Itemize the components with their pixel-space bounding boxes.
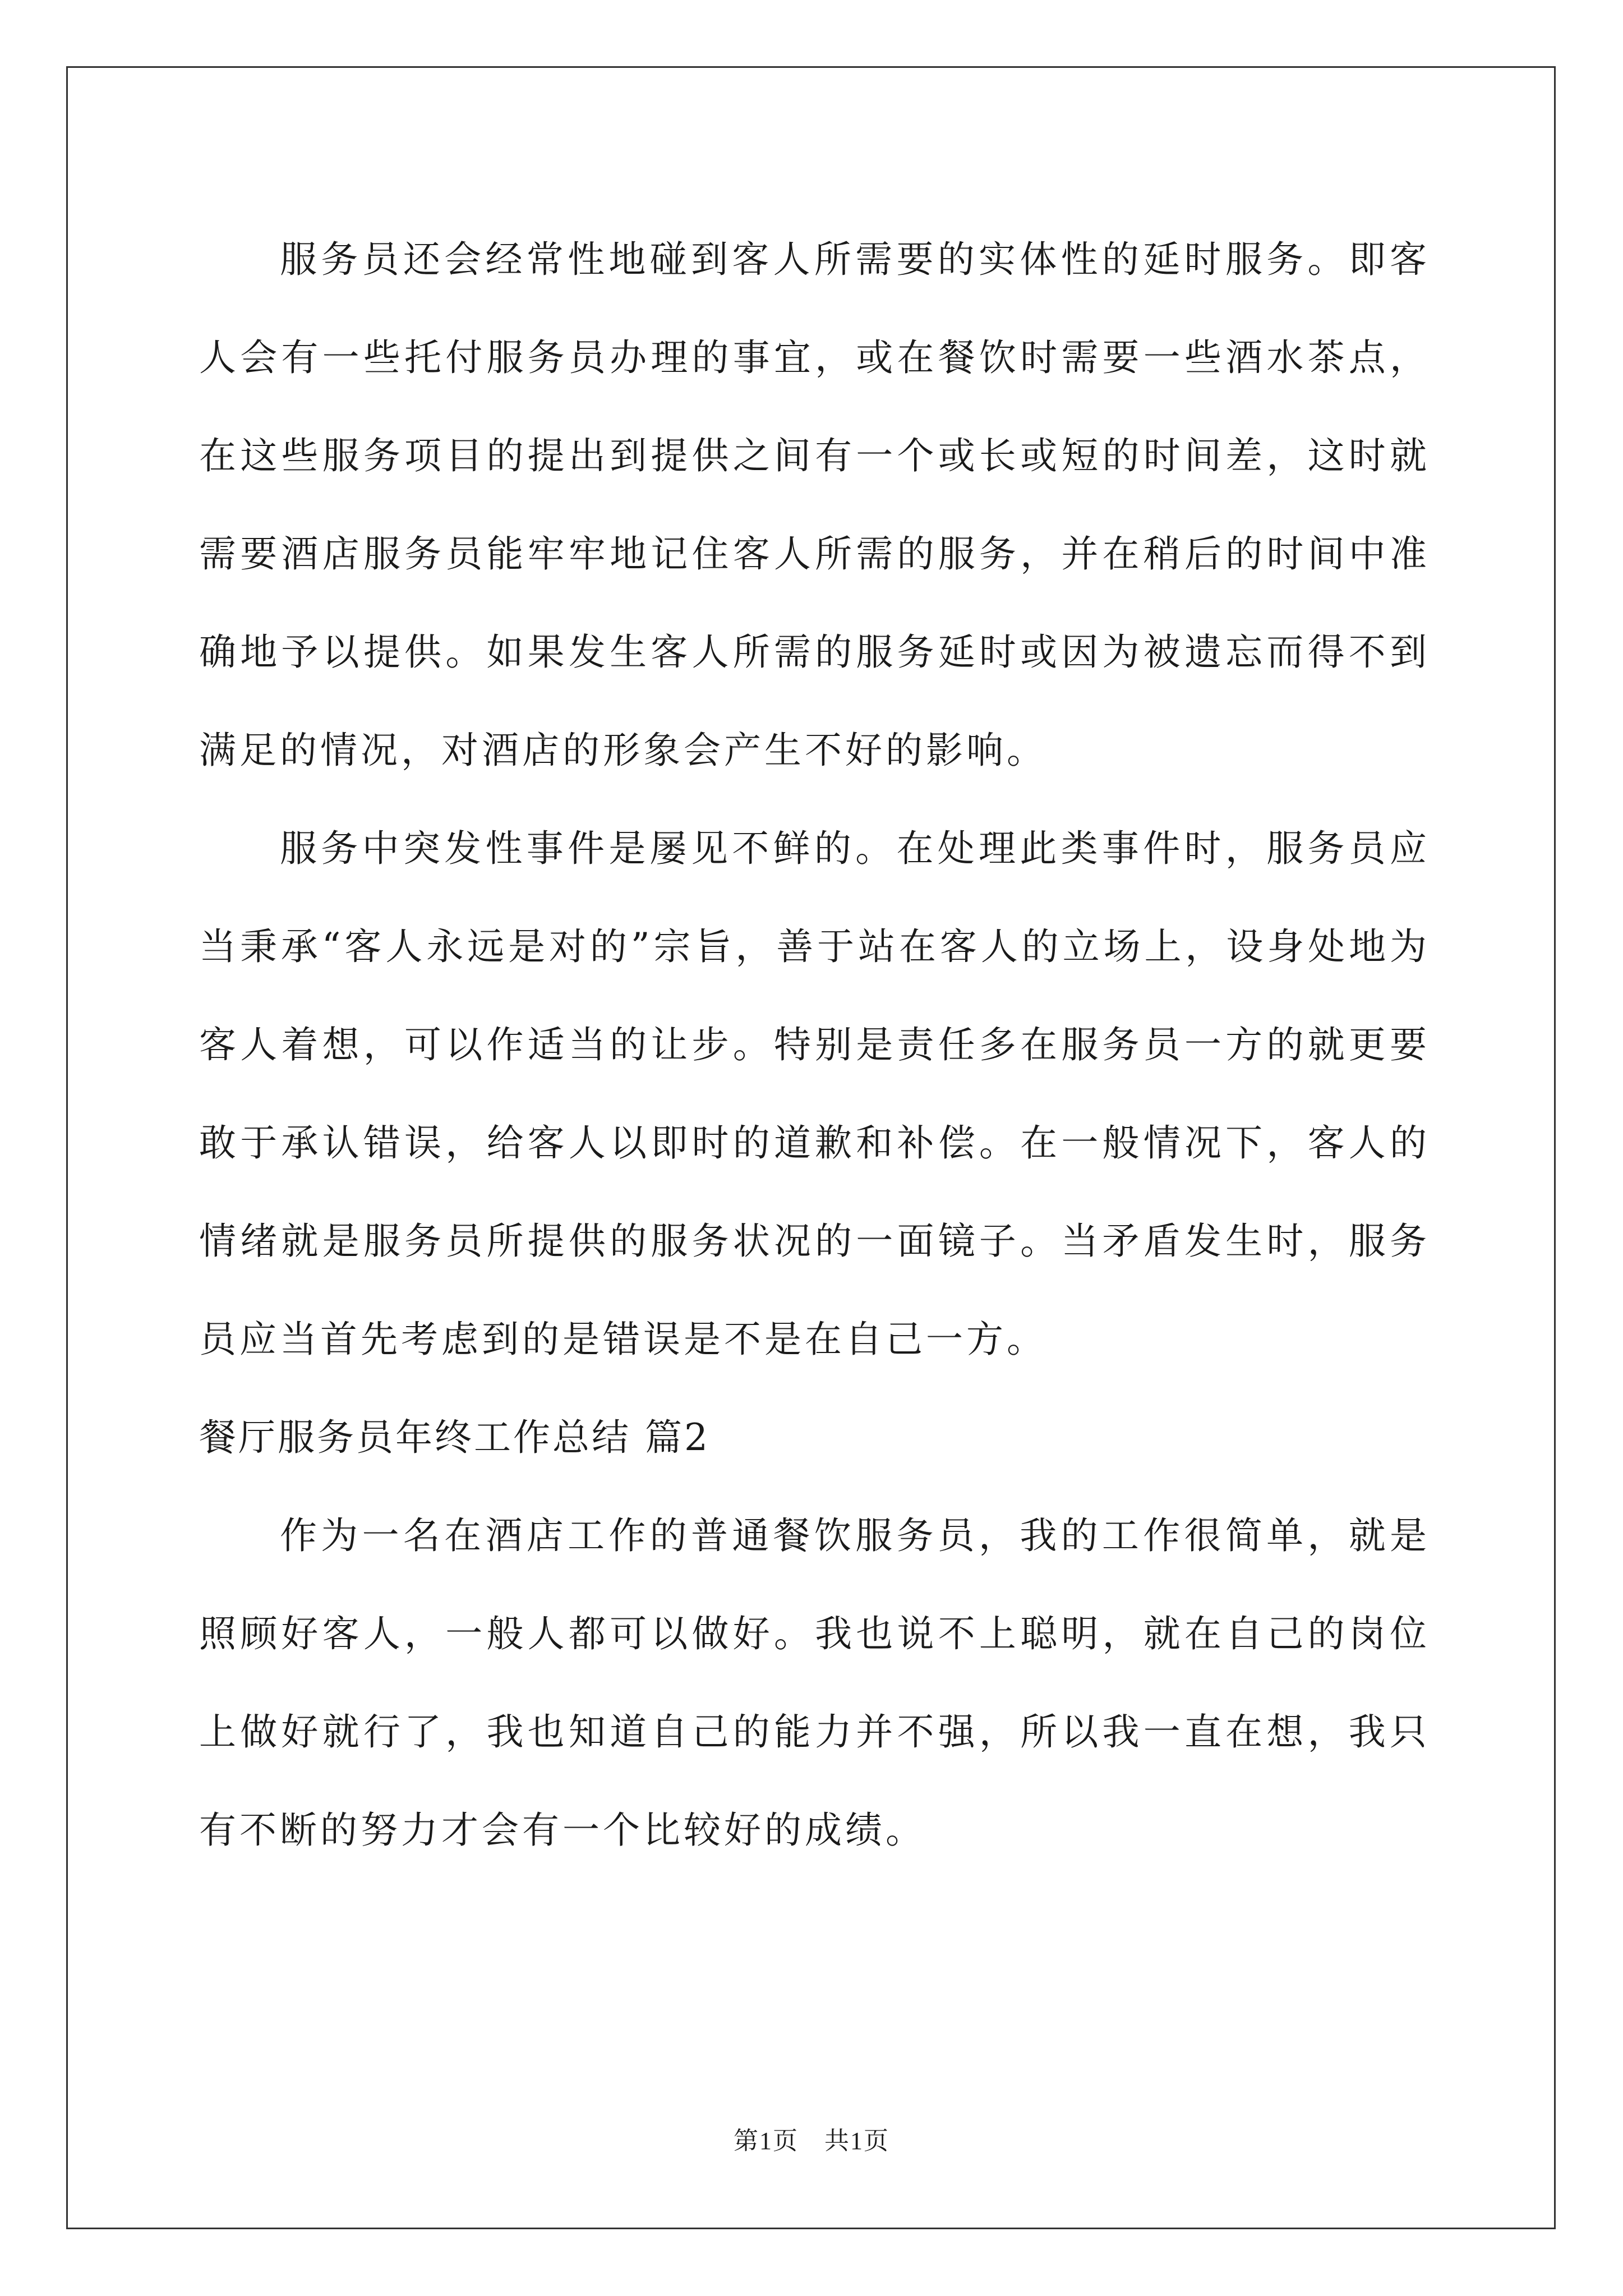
document-body	[199, 210, 1430, 1879]
paragraph: 服务中突发性事件是屡见不鲜的。在处理此类事件时，服务员应当秉承“客人永远是对的”宗旨，善于站在客人的立场上，设身处地为客人着想，可以作适当的让步。特别是责任多在服务员一方的就更要敢于承认错误，给客人以即时的道歉和补偿。在一般情况下，客人的情绪就是服务员所提供的服务状况的一面镜子。当矛盾发生时，服务员应当首先考虑到的是错误是不是在自己一方。	[199, 827, 1430, 1361]
page-footer: 第1页 共1页	[734, 2127, 889, 2155]
paragraph: 作为一名在酒店工作的普通餐饮服务员，我的工作很简单，就是照顾好客人，一般人都可以做好。我也说不上聪明，就在自己的岗位上做好就行了，我也知道自己的能力并不强，所以我一直在想，我只有不断的努力才会有一个比较好的成绩。	[199, 1514, 1430, 1852]
paragraph: 服务员还会经常性地碰到客人所需要的实体性的延时服务。即客人会有一些托付服务员办理的事宜，或在餐饮时需要一些酒水茶点，在这些服务项目的提出到提供之间有一个或长或短的时间差，这时就需要酒店服务员能牢牢地记住客人所需的服务，并在稍后的时间中准确地予以提供。如果发生客人所需的服务延时或因为被遗忘而得不到满足的情况，对酒店的形象会产生不好的影响。	[199, 238, 1430, 772]
section-heading: 餐厅服务员年终工作总结 篇2	[199, 1416, 710, 1459]
